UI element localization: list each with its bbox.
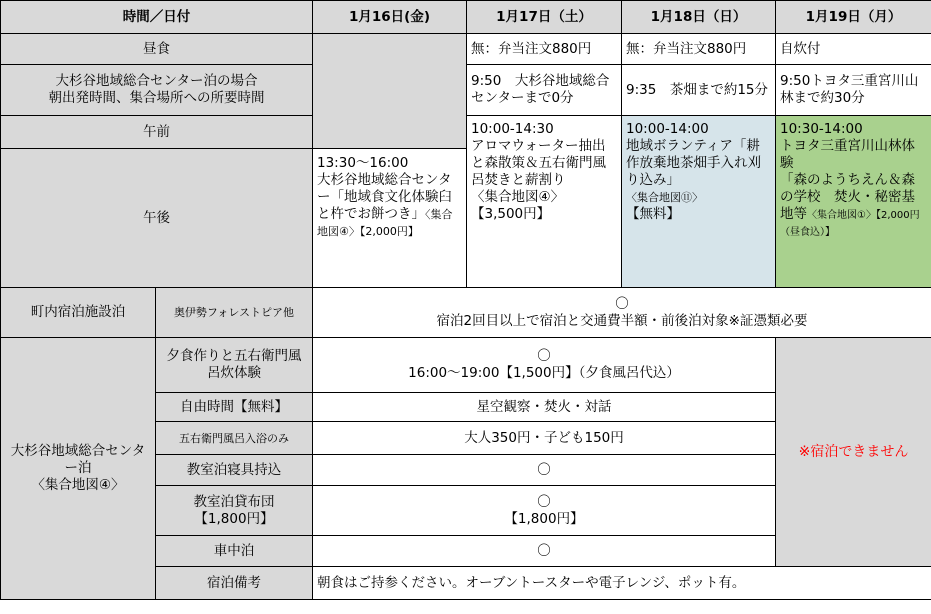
afternoon-label: 午後 [1, 149, 313, 288]
departure-row [1, 65, 931, 116]
center-row-label: 夕食作りと五右衛門風呂炊体験 [156, 338, 313, 393]
lunch-jan19: 自炊付 [776, 34, 931, 65]
center-lodging-label: 大杉谷地域総合センター泊 〈集合地図④〉 [1, 338, 156, 600]
center-row-label: 車中泊 [156, 536, 313, 567]
center-row-label: 自由時間【無料】 [156, 393, 313, 422]
jan16-morning-empty [313, 34, 467, 149]
activity-jan16 [313, 149, 467, 288]
activity-jan16-text: 13:30～16:00 大杉谷地域総合センター「地域食文化体験臼と杵でお餅つき」 [317, 155, 452, 222]
activity-jan18-price: 【無料】 [626, 206, 680, 222]
town-lodging-mark: 〇 [615, 295, 629, 312]
departure-label: 大杉谷地域総合センター泊の場合 朝出発時間、集合場所への所要時間 [1, 65, 313, 116]
town-lodging-label: 町内宿泊施設泊 [1, 288, 156, 338]
activity-jan19-price: 【2,000円 [875, 210, 920, 221]
center-row-label: 教室泊貸布団 【1,800円】 [156, 486, 313, 536]
town-lodging-text: 宿泊2回目以上で宿泊と交通費半額・前後泊対象※証憑類必要 [436, 312, 808, 329]
center-row-text: 16:00～19:00【1,500円】（夕食風呂代込） [408, 365, 680, 381]
center-row-value [313, 338, 776, 393]
town-lodging-row [1, 288, 931, 338]
header-jan16: 1月16日(金) [313, 1, 467, 34]
activity-jan18 [622, 116, 776, 288]
center-row-mark: 〇 [537, 493, 551, 510]
center-row-dinner [1, 338, 931, 393]
center-row-text: 星空観察・焚火・対話 [313, 393, 776, 422]
departure-jan17: 9:50 大杉谷地域総合センターまで0分 [467, 65, 622, 116]
center-row-label: 教室泊寝具持込 [156, 455, 313, 486]
header-time-date: 時間／日付 [1, 1, 313, 34]
center-row-label: 五右衛門風呂入浴のみ [156, 422, 313, 455]
center-row-text: 大人350円・子ども150円 [313, 422, 776, 455]
town-lodging-info [313, 288, 931, 338]
activity-jan19-text: 10:30-14:00 トヨタ三重宮川山林体験 「森のようちえん＆森の学校 焚火・秘密基地等 [780, 121, 915, 222]
departure-jan19: 9:50トヨタ三重宮川山林まで約30分 [776, 65, 931, 116]
activity-jan19 [776, 116, 931, 288]
center-row-mark: 〇 [537, 348, 551, 364]
center-not-available: ※宿泊できません [776, 338, 931, 567]
activity-jan19-note: （昼食込）】 [780, 227, 835, 238]
lodging-notes-label: 宿泊備考 [156, 567, 313, 600]
center-row-text: 【1,800円】 [504, 510, 584, 527]
lunch-label: 昼食 [1, 34, 313, 65]
center-row-mark: 〇 [313, 536, 776, 567]
activity-jan17: 10:00-14:30 アロマウォーター抽出と森散策＆五右衛門風呂焚きと薪割り 〈集合地図④〉 【3,500円】 [467, 116, 622, 288]
activity-jan18-text: 10:00-14:00 地域ボランティア「耕作放棄地茶畑手入れ刈り込み」 [626, 121, 761, 188]
town-lodging-facility: 奥伊勢フォレストピア他 [156, 288, 313, 338]
header-jan19: 1月19日（月） [776, 1, 931, 34]
morning-row [1, 116, 931, 149]
morning-label: 午前 [1, 116, 313, 149]
lodging-notes-text: 朝食はご持参ください。オーブントースターや電子レンジ、ポット有。 [313, 567, 931, 600]
center-row-mark: 〇 [313, 455, 776, 486]
activity-jan19-place: 〈集合地図①〉 [807, 210, 876, 221]
activity-jan18-place: 〈集合地図⑪〉 [626, 191, 703, 204]
activity-jan16-place: 〈集合地図④〉 [317, 208, 453, 238]
lunch-jan17: 無：弁当注文880円 [467, 34, 622, 65]
departure-jan18: 9:35 茶畑まで約15分 [622, 65, 776, 116]
header-jan17: 1月17日（土） [467, 1, 622, 34]
header-row [1, 1, 931, 34]
header-jan18: 1月18日（日） [622, 1, 776, 34]
center-row-value [313, 486, 776, 536]
lunch-row [1, 34, 931, 65]
lunch-jan18: 無：弁当注文880円 [622, 34, 776, 65]
activity-jan16-price: 【2,000円】 [359, 225, 419, 238]
